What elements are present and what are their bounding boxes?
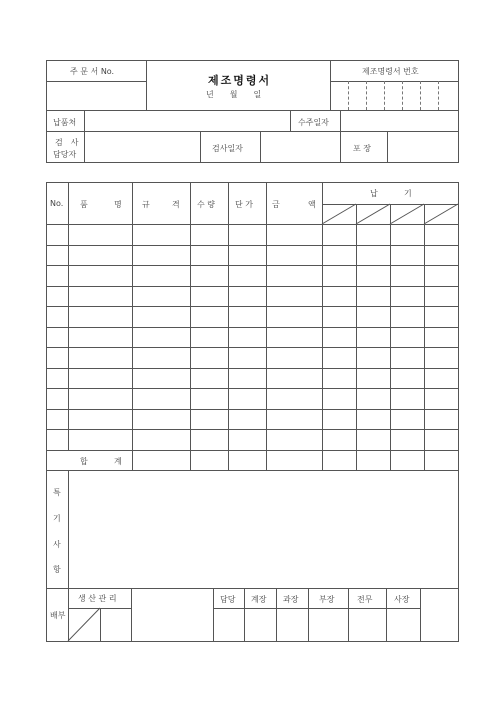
inspector-label-2: 담당자 [53, 150, 77, 159]
col-no: No. [50, 199, 64, 208]
distribution-label: 배부 [50, 611, 66, 620]
remarks-char-4: 항 [53, 565, 61, 574]
col-name-b: 명 [114, 200, 122, 209]
approval-chief: 계장 [251, 595, 267, 604]
approval-department-head: 부장 [319, 595, 335, 604]
approval-president: 사장 [394, 595, 410, 604]
col-delivery-a: 납 [370, 189, 378, 198]
col-spec-b: 격 [172, 200, 180, 209]
col-price: 단 가 [235, 200, 253, 209]
approval-executive: 전무 [357, 595, 373, 604]
inspection-date-label: 검사일자 [212, 144, 243, 153]
approval-section-head: 과장 [283, 595, 299, 604]
delivery-place-label: 납품처 [53, 118, 77, 127]
remarks-char-3: 사 [53, 540, 61, 549]
col-qty: 수 량 [197, 200, 215, 209]
col-amount-a: 금 [272, 200, 280, 209]
total-label-b: 계 [114, 457, 122, 466]
order-no-label: 주 문 서 No. [70, 67, 115, 76]
col-amount-b: 액 [308, 200, 316, 209]
packing-label: 포 장 [353, 144, 371, 153]
col-name-a: 품 [80, 200, 88, 209]
col-delivery-b: 기 [404, 189, 412, 198]
inspector-label-1: 검 사 [55, 138, 79, 147]
production-label: 생 산 관 리 [78, 594, 117, 603]
order-date-label: 수주일자 [298, 118, 329, 127]
col-spec-a: 규 [142, 200, 150, 209]
total-label-a: 합 [80, 457, 88, 466]
date-label: 년 월 일 [206, 90, 262, 99]
approval-staff: 담당 [220, 595, 236, 604]
page-title: 제조명령서 [208, 74, 272, 87]
remarks-char-1: 특 [53, 488, 61, 497]
order-number-label: 제조명령서 번호 [362, 67, 419, 76]
remarks-char-2: 기 [53, 514, 61, 523]
